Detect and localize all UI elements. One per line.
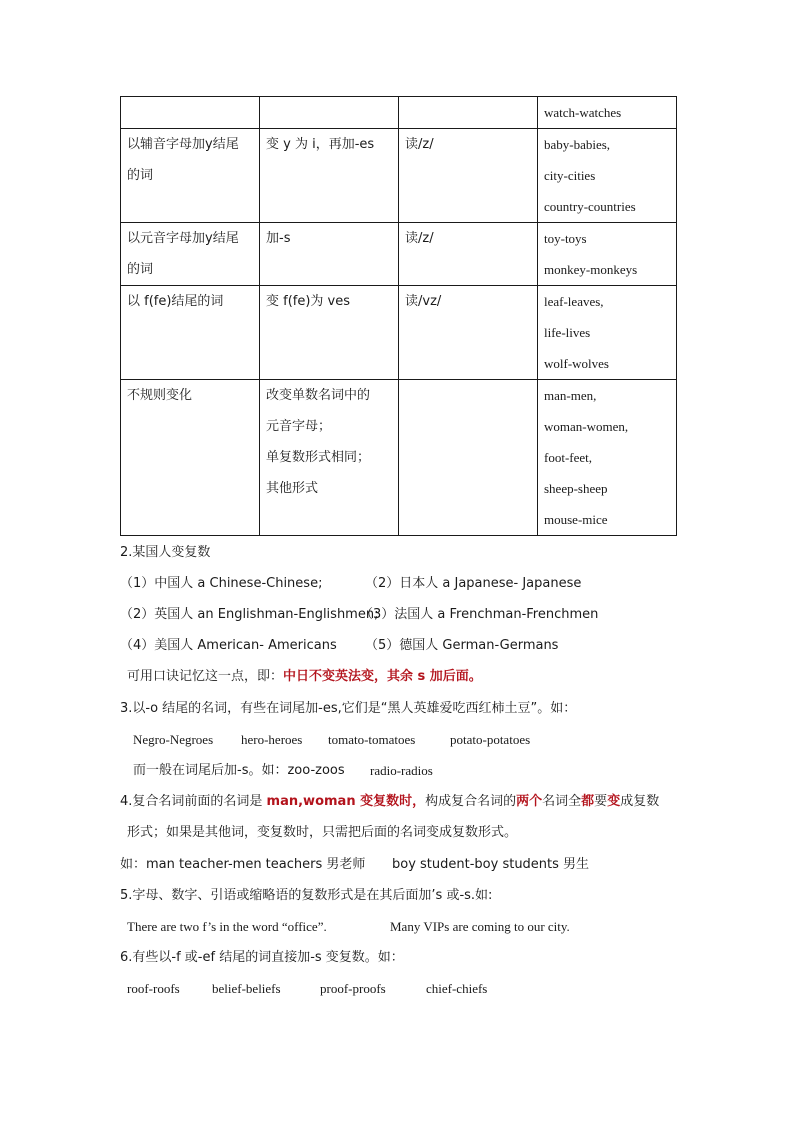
cell-line: 读/vz/ (405, 294, 442, 309)
table-cell (260, 380, 399, 536)
table-cell (121, 129, 260, 223)
section4-text: 成复数 (620, 794, 660, 809)
section6-example: roof-roofs (127, 981, 180, 996)
cell-line: 其他形式 (266, 481, 319, 496)
section4-line1 (120, 792, 659, 812)
table-cell (121, 223, 260, 286)
section6-example: proof-proofs (320, 981, 386, 996)
table-cell (538, 380, 677, 536)
section4-red: 两个 (516, 794, 543, 809)
section3-general-example: zoo-zoos (287, 763, 345, 778)
section4-line2: 形式；如果是其他词，变复数时，只需把后面的名词变成复数形式。 (127, 825, 518, 840)
section5-heading: 5.字母、数字、引语或缩略语的复数形式是在其后面加’s 或-s.如: (120, 888, 493, 903)
section6-example: chief-chiefs (426, 981, 488, 996)
cell-line: wolf-wolves (544, 356, 609, 371)
cell-line: baby-babies, (544, 137, 611, 152)
mnemonic-prefix: 可用口诀记忆这一点，即： (127, 669, 284, 684)
table-cell (538, 286, 677, 380)
cell-line: life-lives (544, 325, 591, 340)
section2-mnemonic (127, 667, 482, 687)
section4-example: 如：man teacher-men teachers 男老师 (120, 857, 366, 872)
table-cell (121, 97, 260, 129)
table-row (121, 97, 677, 129)
section5-example: There are two f’s in the word “office”. (127, 919, 327, 934)
section3-example: tomato-tomatoes (328, 732, 416, 747)
cell-line: 以辅音字母加y结尾 (127, 137, 239, 152)
cell-line: 以 f(fe)结尾的词 (127, 294, 224, 309)
section2-item: （4）美国人 American- Americans (120, 638, 337, 653)
cell-line: 元音字母； (266, 419, 332, 434)
section4-red: man,woman 变复数时， (266, 794, 426, 809)
section3-example: Negro-Negroes (133, 732, 214, 747)
table-cell (538, 97, 677, 129)
section3-heading: 3.以-o 结尾的名词，有些在词尾加-es,它们是“黑人英雄爱吃西红柿土豆”。如： (120, 701, 577, 716)
table-cell (538, 129, 677, 223)
table-row (121, 223, 677, 286)
cell-line: foot-feet, (544, 450, 593, 465)
section4-text: 要 (594, 794, 608, 809)
section3-general-prefix: 而一般在词尾后加-s。如： (133, 763, 288, 778)
table-body (121, 97, 677, 536)
table-cell (260, 97, 399, 129)
cell-line: man-men, (544, 388, 597, 403)
section6-heading: 6.有些以-f 或-ef 结尾的词直接加-s 变复数。如： (120, 950, 404, 965)
cell-line: 不规则变化 (127, 388, 193, 403)
section4-text: 名词全 (542, 794, 582, 809)
table-cell (121, 286, 260, 380)
table-cell (260, 129, 399, 223)
table-row (121, 129, 677, 223)
section4-red: 变 (607, 794, 621, 809)
table-row (121, 380, 677, 536)
cell-line: watch-watches (544, 105, 622, 120)
cell-line: woman-women, (544, 419, 629, 434)
cell-line: 变 y 为 i，再加-es (266, 137, 375, 152)
cell-line: mouse-mice (544, 512, 608, 527)
section3-general-example: radio-radios (370, 763, 433, 778)
section2-item: （2）英国人 an Englishman-Englishmen; (120, 607, 379, 622)
cell-line: 变 f(fe)为 ves (266, 294, 351, 309)
cell-line: 读/z/ (405, 137, 434, 152)
cell-line: country-countries (544, 199, 636, 214)
section4-text: 4.复合名词前面的名词是 (120, 794, 267, 809)
cell-line: 的词 (127, 262, 154, 277)
cell-line: 单复数形式相同； (266, 450, 371, 465)
table-cell (399, 97, 538, 129)
section4-text: 构成复合名词的 (425, 794, 517, 809)
cell-line: leaf-leaves, (544, 294, 604, 309)
table-cell (260, 286, 399, 380)
cell-line: 加-s (266, 231, 291, 246)
cell-line: 读/z/ (405, 231, 434, 246)
cell-line: sheep-sheep (544, 481, 608, 496)
section6-example: belief-beliefs (212, 981, 281, 996)
cell-line: 改变单数名词中的 (266, 388, 371, 403)
section2-item: （2）日本人 a Japanese- Japanese (365, 576, 582, 591)
table-cell (399, 223, 538, 286)
mnemonic-red: 中日不变英法变，其余 s 加后面。 (283, 669, 482, 684)
section5-example: Many VIPs are coming to our city. (390, 919, 570, 934)
table-cell (260, 223, 399, 286)
cell-line: toy-toys (544, 231, 587, 246)
table-row (121, 286, 677, 380)
section4-red: 都 (581, 794, 595, 809)
section3-example: potato-potatoes (450, 732, 531, 747)
cell-line: city-cities (544, 168, 596, 183)
section4-example: boy student-boy students 男生 (392, 857, 590, 872)
cell-line: monkey-monkeys (544, 262, 638, 277)
section2-item: （5）德国人 German-Germans (365, 638, 559, 653)
section2-heading: 2.某国人变复数 (120, 545, 211, 560)
cell-line: 以元音字母加y结尾 (127, 231, 239, 246)
table-cell (399, 286, 538, 380)
cell-line: 的词 (127, 168, 154, 183)
plural-rules-table (120, 96, 677, 536)
section3-general (133, 761, 345, 781)
section3-example: hero-heroes (241, 732, 303, 747)
section2-item: （3）法国人 a Frenchman-Frenchmen (360, 607, 599, 622)
table-cell (121, 380, 260, 536)
section2-item: （1）中国人 a Chinese-Chinese; (120, 576, 323, 591)
table-cell (538, 223, 677, 286)
table-cell (399, 380, 538, 536)
table-cell (399, 129, 538, 223)
